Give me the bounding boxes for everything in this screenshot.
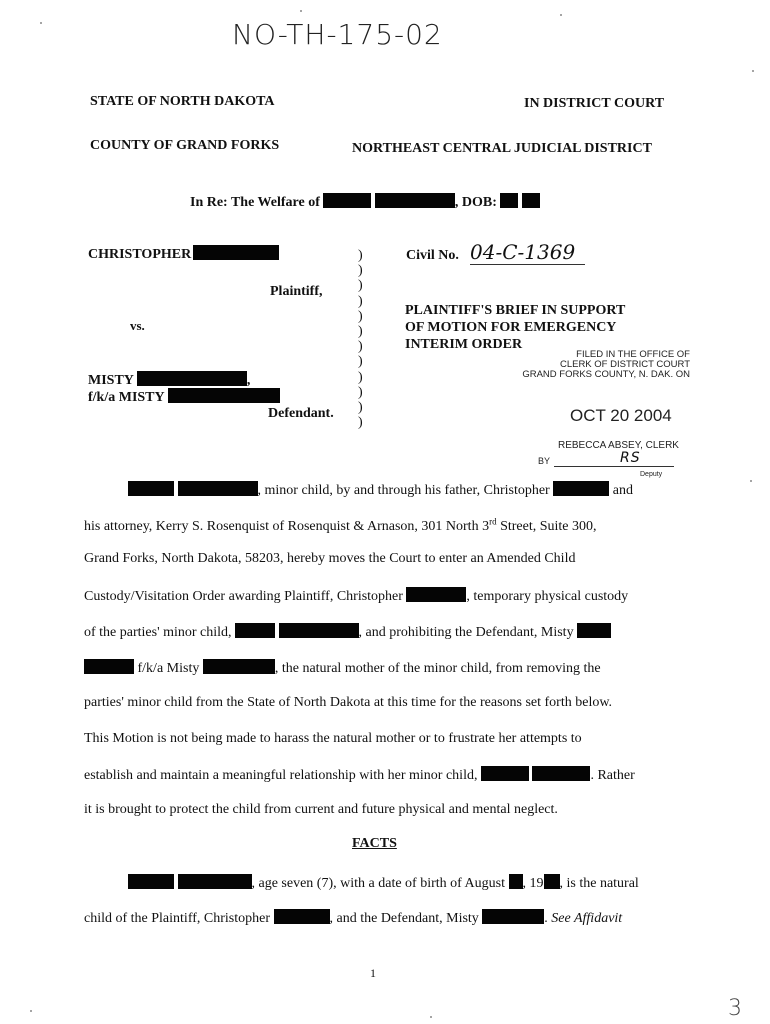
body-text: . Rather [590, 768, 635, 783]
caption-paren: ) [358, 248, 363, 263]
stamp-initials: RS [620, 450, 641, 466]
redaction-bar [193, 245, 279, 260]
comma: , [246, 373, 251, 388]
redaction-bar [544, 874, 560, 889]
redaction-bar [279, 623, 359, 638]
body-line [84, 802, 678, 818]
document-title [405, 302, 625, 353]
redaction-bar [406, 587, 466, 602]
body-text: , minor child, by and through his father, Christopher [257, 483, 550, 498]
body-line [128, 481, 676, 499]
document-title-line: PLAINTIFF'S BRIEF IN SUPPORT [405, 303, 626, 318]
body-line [84, 659, 678, 677]
facts-heading: FACTS [352, 836, 397, 851]
redaction-bar [203, 659, 275, 674]
redaction-bar [577, 623, 611, 638]
redaction-bar [274, 909, 330, 924]
versus-label: vs. [130, 318, 145, 333]
caption-paren: ) [358, 263, 363, 279]
scan-speck [430, 1016, 432, 1018]
caption-paren: ) [358, 278, 363, 294]
body-text: f/k/a Misty [137, 661, 200, 676]
redaction-bar [375, 193, 455, 208]
body-line [84, 766, 678, 784]
body-text: , and the Defendant, Misty [329, 911, 479, 926]
body-text: . [544, 911, 548, 926]
body-line [84, 695, 678, 711]
body-text: establish and maintain a meaningful relationship with her minor child, [84, 768, 478, 783]
body-line [84, 516, 678, 535]
caption-parentheses [358, 248, 363, 430]
body-text: , temporary physical custody [466, 589, 629, 604]
scan-speck [300, 10, 302, 12]
plaintiff-first-name: CHRISTOPHER [88, 247, 192, 262]
redaction-bar [522, 193, 540, 208]
stamp-clerk: REBECCA ABSEY, CLERK [558, 440, 679, 451]
redaction-bar [137, 371, 247, 386]
redaction-bar [128, 874, 174, 889]
redaction-bar [553, 481, 609, 496]
fka-label: f/k/a MISTY [88, 390, 165, 405]
redaction-bar [481, 766, 529, 781]
body-text: child of the Plaintiff, Christopher [84, 911, 270, 926]
caption-paren: ) [358, 415, 363, 431]
page-number: 1 [370, 966, 376, 980]
body-line [84, 909, 678, 927]
in-re-line [190, 193, 540, 211]
caption-paren: ) [358, 369, 363, 385]
scan-speck [40, 22, 42, 24]
caption-paren: ) [358, 400, 363, 416]
body-text: , and prohibiting the Defendant, Misty [358, 625, 574, 640]
stamp-by-label: BY [538, 456, 551, 466]
body-line [84, 551, 678, 567]
filing-stamp [520, 350, 690, 380]
civil-no-value: 04-C-1369 [470, 240, 585, 265]
stamp-line: GRAND FORKS COUNTY, N. DAK. ON [522, 369, 690, 380]
body-text: , is the natural [559, 876, 639, 891]
defendant-first-name: MISTY [88, 373, 134, 388]
body-text: it is brought to protect the child from current and future physical and mental neglect. [84, 802, 558, 817]
body-text: , the natural mother of the minor child, from removing the [274, 661, 601, 676]
redaction-bar [128, 481, 174, 496]
redaction-bar [323, 193, 371, 208]
stamp-date: OCT 20 2004 [570, 406, 672, 425]
scan-speck [750, 480, 752, 482]
redaction-bar [500, 193, 518, 208]
scan-speck [30, 1010, 32, 1012]
caption-paren: ) [358, 384, 363, 400]
body-line [84, 623, 678, 641]
redaction-bar [178, 481, 258, 496]
caption-paren: ) [358, 339, 363, 355]
defendant-label: Defendant. [268, 406, 334, 421]
redaction-bar [532, 766, 590, 781]
caption-paren: ) [358, 308, 363, 324]
handwritten-file-number: NO-TH-175-02 [232, 18, 443, 51]
caption-paren: ) [358, 354, 363, 370]
caption-paren: ) [358, 324, 363, 340]
body-text: of the parties' minor child, [84, 625, 232, 640]
body-text: See Affidavit [551, 911, 623, 926]
redaction-bar [235, 623, 275, 638]
court-heading: IN DISTRICT COURT [524, 96, 665, 111]
redaction-bar [178, 874, 252, 889]
civil-no-label: Civil No. [406, 248, 459, 263]
stamp-deputy: Deputy [640, 471, 663, 478]
scan-speck [752, 70, 754, 72]
body-line [84, 731, 678, 747]
plaintiff-label: Plaintiff, [270, 284, 323, 299]
body-text: and [612, 483, 633, 498]
body-text: Custody/Visitation Order awarding Plaintiff, Christopher [84, 589, 403, 604]
defendant-fka [88, 388, 280, 406]
body-text: , age seven (7), with a date of birth of August [251, 876, 505, 891]
redaction-bar [482, 909, 544, 924]
body-text: , 19 [522, 876, 544, 891]
caption-paren: ) [358, 293, 363, 309]
dob-label: , DOB: [454, 195, 497, 210]
body-text: Grand Forks, North Dakota, 58203, hereby moves the Court to enter an Amended Child [84, 551, 576, 566]
body-line [84, 587, 678, 605]
stamp-line: FILED IN THE OFFICE OF [576, 349, 690, 360]
body-text: his attorney, Kerry S. Rosenquist of Rosenquist & Arnason, 301 North 3rd Street, Suite 300, [84, 516, 597, 534]
stamp-signature-line [554, 466, 674, 467]
document-title-line: INTERIM ORDER [405, 337, 523, 352]
in-re-prefix: In Re: The Welfare of [190, 195, 320, 210]
redaction-bar [509, 874, 523, 889]
district-heading: NORTHEAST CENTRAL JUDICIAL DISTRICT [352, 141, 652, 156]
body-text: This Motion is not being made to harass the natural mother or to frustrate her attempts to [84, 731, 582, 746]
defendant-name [88, 371, 250, 389]
redaction-bar [84, 659, 134, 674]
document-title-line: OF MOTION FOR EMERGENCY [405, 320, 617, 335]
state-heading: STATE OF NORTH DAKOTA [90, 94, 275, 109]
corner-mark: 3 [728, 996, 743, 1021]
stamp-line: CLERK OF DISTRICT COURT [559, 359, 690, 370]
plaintiff-name [88, 245, 279, 263]
redaction-bar [168, 388, 280, 403]
scan-speck [560, 14, 562, 16]
body-text: parties' minor child from the State of North Dakota at this time for the reasons set forth below. [84, 695, 613, 710]
county-heading: COUNTY OF GRAND FORKS [90, 138, 280, 153]
body-line [128, 874, 676, 892]
